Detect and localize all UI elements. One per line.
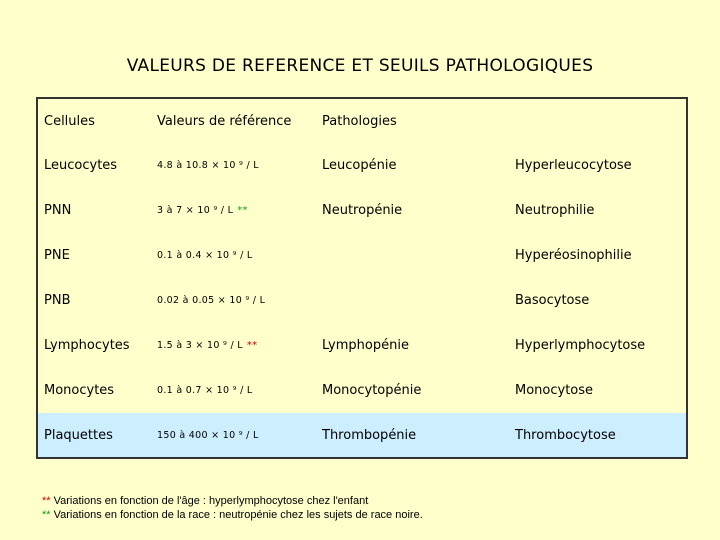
reference-value: 4.8 à 10.8 × 10 ⁹ / L xyxy=(157,160,259,171)
header-valeurs: Valeurs de référence xyxy=(157,113,292,129)
table-row xyxy=(37,368,687,413)
cell-name: PNE xyxy=(44,248,70,263)
header-empty xyxy=(509,98,687,143)
age-variation-marker: ** xyxy=(246,340,258,351)
page-title: VALEURS DE REFERENCE ET SEUILS PATHOLOGIQUES xyxy=(126,56,594,76)
low-pathology: Lymphopénie xyxy=(322,338,409,353)
cell-name: PNB xyxy=(44,293,71,308)
low-pathology: Monocytopénie xyxy=(322,383,422,398)
high-pathology: Hyperéosinophilie xyxy=(515,248,632,263)
high-pathology: Neutrophilie xyxy=(515,203,595,218)
reference-value: 0.1 à 0.4 × 10 ⁹ / L xyxy=(157,250,253,261)
reference-value: 0.02 à 0.05 × 10 ⁹ / L xyxy=(157,295,266,306)
high-pathology: Thrombocytose xyxy=(509,413,687,458)
table-row xyxy=(37,323,687,368)
reference-table xyxy=(36,97,688,459)
reference-value: 0.1 à 0.7 × 10 ⁹ / L xyxy=(157,385,253,396)
footnote-age: ** Variations en fonction de l'âge : hyperlymphocytose chez l'enfant xyxy=(42,495,369,507)
cell-name: Monocytes xyxy=(44,383,115,398)
table-header-row xyxy=(37,98,687,143)
age-variation-marker: ** xyxy=(42,495,51,507)
reference-value: 150 à 400 × 10 ⁹ / L xyxy=(151,413,316,458)
cell-name: Plaquettes xyxy=(37,413,151,458)
table-row xyxy=(37,143,687,188)
footnote-race: ** Variations en fonction de la race : neutropénie chez les sujets de race noire. xyxy=(42,509,423,521)
low-pathology xyxy=(316,278,509,323)
low-pathology: Leucopénie xyxy=(322,158,397,173)
high-pathology: Basocytose xyxy=(515,293,590,308)
table-row xyxy=(37,413,687,458)
footnotes xyxy=(42,494,423,522)
reference-value: 1.5 à 3 × 10 ⁹ / L ** xyxy=(157,340,258,351)
high-pathology: Monocytose xyxy=(515,383,594,398)
header-cellules: Cellules xyxy=(44,113,95,129)
header-pathologies: Pathologies xyxy=(322,113,397,129)
race-variation-marker: ** xyxy=(42,509,51,521)
table-row xyxy=(37,188,687,233)
table-row xyxy=(37,233,687,278)
race-variation-marker: ** xyxy=(237,205,248,216)
low-pathology: Thrombopénie xyxy=(316,413,509,458)
reference-value: 3 à 7 × 10 ⁹ / L ** xyxy=(157,205,248,216)
cell-name: PNN xyxy=(44,203,72,218)
high-pathology: Hyperleucocytose xyxy=(515,158,632,173)
high-pathology: Hyperlymphocytose xyxy=(515,338,646,353)
low-pathology xyxy=(316,233,509,278)
cell-name: Lymphocytes xyxy=(44,338,130,353)
cell-name: Leucocytes xyxy=(44,158,118,173)
low-pathology: Neutropénie xyxy=(322,203,403,218)
table-row xyxy=(37,278,687,323)
